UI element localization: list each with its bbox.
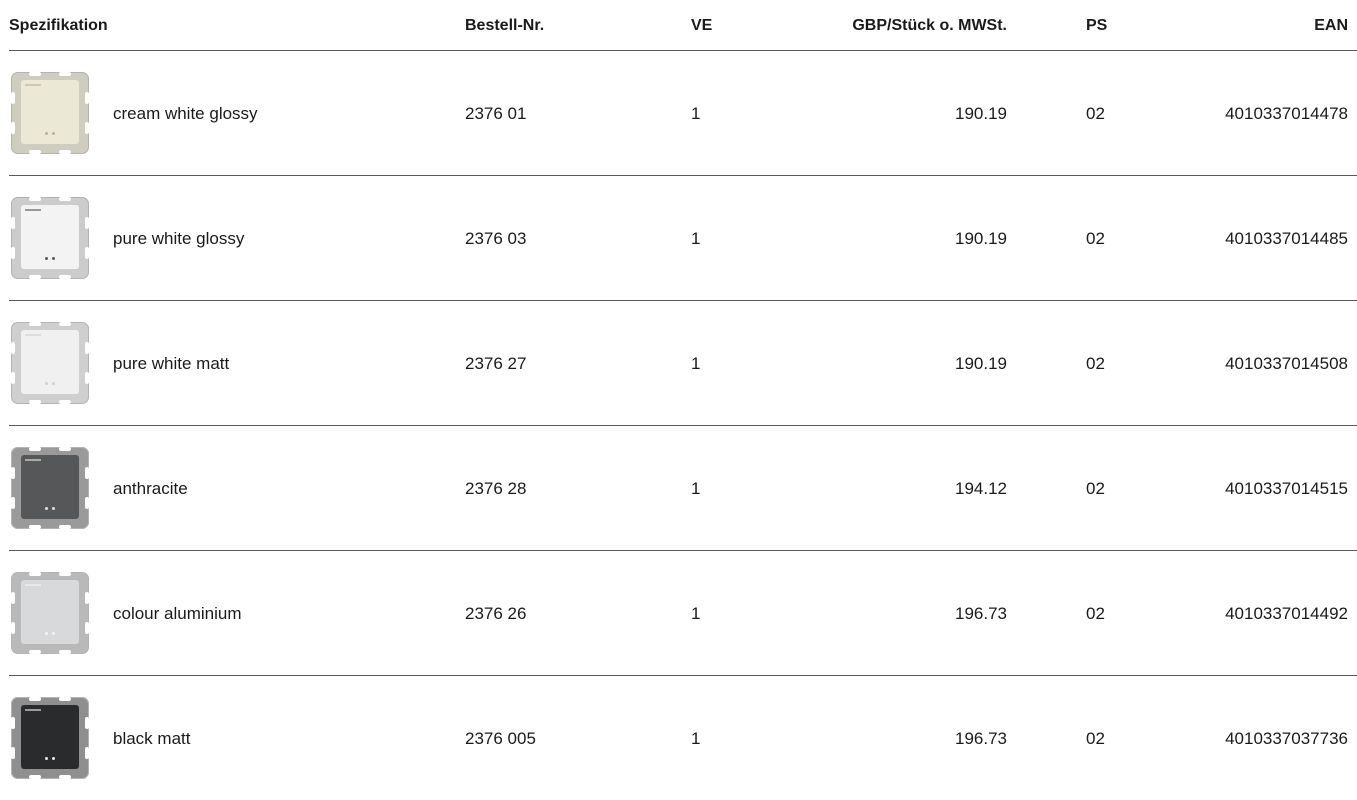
cell-ean: 4010337014492: [1225, 604, 1348, 623]
frame-mount-tab: [11, 342, 15, 354]
frame-mount-tab: [59, 525, 71, 529]
frame-mount-tab: [59, 775, 71, 779]
frame-mount-tab: [11, 622, 15, 634]
frame-mount-tab: [11, 122, 15, 134]
cell-ve: 1: [691, 479, 701, 498]
brand-logo-mark: [25, 334, 41, 336]
cell-ve: 1: [691, 729, 701, 748]
frame-mount-tab: [29, 697, 41, 701]
frame-mount-tab: [29, 72, 41, 76]
product-thumbnail: [11, 697, 89, 779]
cell-ean: 4010337014515: [1225, 479, 1348, 498]
cell-ps: 02: [1086, 354, 1105, 373]
brand-logo-mark: [25, 84, 41, 86]
table-row[interactable]: [9, 426, 1357, 551]
switch-insert: [21, 80, 79, 144]
cell-ps: 02: [1086, 479, 1105, 498]
cell-ve: 1: [691, 104, 701, 123]
cell-ean: 4010337014478: [1225, 104, 1348, 123]
product-thumbnail: [11, 72, 89, 154]
frame-mount-tab: [59, 400, 71, 404]
cell-bestell-nr: 2376 005: [465, 729, 536, 748]
frame-mount-tab: [11, 372, 15, 384]
indicator-dots-icon: [45, 507, 55, 510]
frame-mount-tab: [85, 717, 89, 729]
cell-spezifikation: anthracite: [113, 479, 188, 498]
table-row[interactable]: [9, 176, 1357, 301]
product-thumbnail: [11, 197, 89, 279]
frame-mount-tab: [59, 72, 71, 76]
frame-mount-tab: [85, 92, 89, 104]
cell-price: 196.73: [955, 604, 1007, 623]
frame-mount-tab: [59, 447, 71, 451]
cell-bestell-nr: 2376 26: [465, 604, 527, 623]
frame-mount-tab: [29, 525, 41, 529]
frame-mount-tab: [85, 122, 89, 134]
cell-bestell-nr: 2376 03: [465, 229, 527, 248]
frame-mount-tab: [29, 197, 41, 201]
frame-mount-tab: [11, 467, 15, 479]
frame-mount-tab: [29, 275, 41, 279]
cell-spezifikation: pure white matt: [113, 354, 230, 373]
cell-ps: 02: [1086, 229, 1105, 248]
cell-spezifikation: pure white glossy: [113, 229, 245, 248]
frame-mount-tab: [11, 747, 15, 759]
indicator-dots-icon: [45, 257, 55, 260]
frame-mount-tab: [29, 650, 41, 654]
cell-ps: 02: [1086, 604, 1105, 623]
cell-ve: 1: [691, 229, 701, 248]
switch-insert: [21, 330, 79, 394]
frame-mount-tab: [85, 342, 89, 354]
header-ps: PS: [1086, 17, 1108, 34]
cell-ean: 4010337037736: [1225, 729, 1348, 748]
brand-logo-mark: [25, 584, 41, 586]
header-ve: VE: [691, 17, 713, 34]
cell-price: 190.19: [955, 229, 1007, 248]
frame-mount-tab: [85, 497, 89, 509]
table-row[interactable]: [9, 676, 1357, 800]
frame-mount-tab: [11, 247, 15, 259]
frame-mount-tab: [11, 92, 15, 104]
frame-mount-tab: [85, 372, 89, 384]
indicator-dots-icon: [45, 382, 55, 385]
header-spezifikation: Spezifikation: [9, 17, 108, 34]
product-thumbnail: [11, 447, 89, 529]
brand-logo-mark: [25, 209, 41, 211]
product-thumbnail: [11, 572, 89, 654]
frame-mount-tab: [59, 197, 71, 201]
frame-mount-tab: [11, 592, 15, 604]
brand-logo-mark: [25, 709, 41, 711]
brand-logo-mark: [25, 459, 41, 461]
cell-ve: 1: [691, 604, 701, 623]
frame-mount-tab: [59, 322, 71, 326]
frame-mount-tab: [85, 467, 89, 479]
cell-price: 196.73: [955, 729, 1007, 748]
frame-mount-tab: [11, 717, 15, 729]
frame-mount-tab: [85, 247, 89, 259]
cell-spezifikation: cream white glossy: [113, 104, 258, 123]
cell-bestell-nr: 2376 28: [465, 479, 527, 498]
frame-mount-tab: [59, 150, 71, 154]
frame-mount-tab: [59, 650, 71, 654]
frame-mount-tab: [59, 697, 71, 701]
table-row[interactable]: [9, 301, 1357, 426]
cell-ean: 4010337014485: [1225, 229, 1348, 248]
indicator-dots-icon: [45, 132, 55, 135]
switch-insert: [21, 580, 79, 644]
switch-insert: [21, 705, 79, 769]
product-spec-table: [9, 0, 1357, 800]
cell-bestell-nr: 2376 27: [465, 354, 527, 373]
table-header: [9, 0, 1357, 51]
cell-spezifikation: colour aluminium: [113, 604, 242, 623]
frame-mount-tab: [59, 275, 71, 279]
frame-mount-tab: [85, 592, 89, 604]
header-price: GBP/Stück o. MWSt.: [852, 17, 1007, 34]
table-row[interactable]: [9, 551, 1357, 676]
frame-mount-tab: [85, 622, 89, 634]
cell-bestell-nr: 2376 01: [465, 104, 527, 123]
switch-insert: [21, 455, 79, 519]
frame-mount-tab: [29, 150, 41, 154]
cell-spezifikation: black matt: [113, 729, 191, 748]
frame-mount-tab: [29, 775, 41, 779]
frame-mount-tab: [29, 322, 41, 326]
header-ean: EAN: [1314, 17, 1348, 34]
cell-ve: 1: [691, 354, 701, 373]
cell-price: 194.12: [955, 479, 1007, 498]
cell-price: 190.19: [955, 104, 1007, 123]
indicator-dots-icon: [45, 632, 55, 635]
table-row[interactable]: [9, 51, 1357, 176]
frame-mount-tab: [11, 217, 15, 229]
frame-mount-tab: [85, 747, 89, 759]
frame-mount-tab: [29, 400, 41, 404]
cell-ean: 4010337014508: [1225, 354, 1348, 373]
table-body: [9, 51, 1357, 800]
cell-ps: 02: [1086, 729, 1105, 748]
cell-price: 190.19: [955, 354, 1007, 373]
frame-mount-tab: [11, 497, 15, 509]
header-bestell-nr: Bestell-Nr.: [465, 17, 545, 34]
switch-insert: [21, 205, 79, 269]
indicator-dots-icon: [45, 757, 55, 760]
cell-ps: 02: [1086, 104, 1105, 123]
frame-mount-tab: [29, 572, 41, 576]
product-thumbnail: [11, 322, 89, 404]
frame-mount-tab: [59, 572, 71, 576]
frame-mount-tab: [29, 447, 41, 451]
frame-mount-tab: [85, 217, 89, 229]
